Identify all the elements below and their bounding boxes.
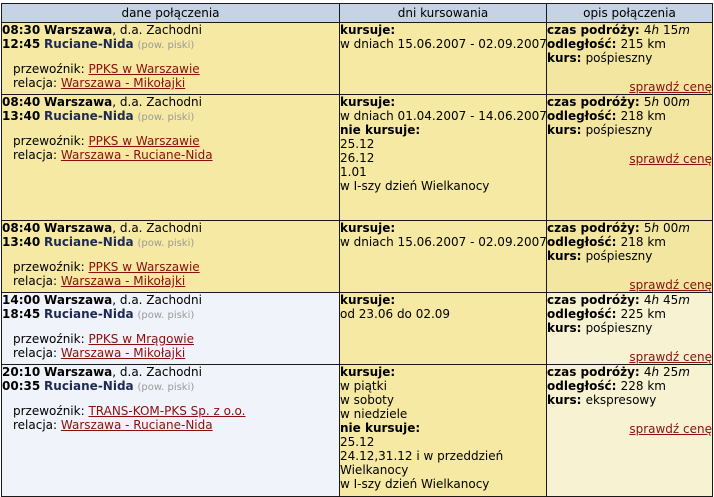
course-line — [547, 393, 712, 407]
connection-description-cell — [547, 365, 713, 497]
price-line — [547, 278, 712, 292]
connection-data-cell — [2, 221, 340, 293]
runs-entry: od 23.06 do 02.09 — [340, 307, 451, 321]
price-line — [547, 422, 712, 436]
route-label: relacja: — [13, 76, 61, 90]
route-line — [2, 274, 339, 288]
departure-line — [2, 221, 339, 235]
departure-time: 08:40 — [2, 221, 41, 235]
departure-city: Warszawa — [44, 365, 113, 379]
distance-value: 225 km — [620, 307, 666, 321]
travel-time-label: czas podróży: — [547, 221, 644, 235]
departure-stop: , d.a. Zachodni — [112, 221, 202, 235]
connection-description-cell — [547, 221, 713, 293]
carrier-label: przewoźnik: — [13, 404, 89, 418]
course-label: kurs: — [547, 321, 586, 335]
arrival-city: Ruciane-Nida — [44, 307, 134, 321]
travel-minutes: 15 — [662, 23, 679, 37]
runs-entry: w dniach 15.06.2007 - 02.09.2007 — [340, 37, 547, 51]
route-label: relacja: — [13, 274, 61, 288]
travel-hours: 4 — [643, 293, 652, 307]
connection-data-cell — [2, 365, 340, 497]
county-note: (pow. piski) — [137, 112, 195, 123]
departure-time: 08:40 — [2, 95, 41, 109]
carrier-link[interactable]: PPKS w Warszawie — [88, 62, 200, 76]
connection-description-cell — [547, 23, 713, 95]
course-label: kurs: — [547, 123, 586, 137]
travel-time-label: czas podróży: — [547, 23, 644, 37]
course-label: kurs: — [547, 249, 586, 263]
carrier-line — [2, 260, 339, 274]
route-line — [2, 418, 339, 432]
connection-description-cell — [547, 293, 713, 365]
route-line — [2, 148, 339, 162]
arrival-city: Ruciane-Nida — [44, 379, 134, 393]
runs-label: kursuje: — [340, 293, 396, 307]
runs-label: kursuje: — [340, 95, 396, 109]
arrival-time: 13:40 — [2, 109, 41, 123]
arrival-line — [2, 379, 339, 395]
departure-line — [2, 293, 339, 307]
not-runs-label: nie kursuje: — [340, 421, 421, 435]
not-runs-entry: 25.12 — [340, 137, 375, 151]
distance-line — [547, 235, 712, 249]
arrival-time: 13:40 — [2, 235, 41, 249]
header-running-days: dni kursowania — [340, 4, 547, 23]
arrival-line — [2, 235, 339, 251]
distance-value: 228 km — [620, 379, 666, 393]
course-value: pośpieszny — [585, 321, 653, 335]
connection-description-cell — [547, 95, 713, 221]
header-connection-description: opis połączenia — [547, 4, 713, 23]
departure-stop: , d.a. Zachodni — [112, 293, 202, 307]
travel-hours: 5 — [643, 221, 652, 235]
table-row — [2, 23, 713, 95]
distance-line — [547, 109, 712, 123]
runs-entry: w piątki — [340, 379, 387, 393]
route-link[interactable]: Warszawa - Ruciane-Nida — [60, 418, 213, 432]
runs-entry: w soboty — [340, 393, 394, 407]
arrival-city: Ruciane-Nida — [44, 37, 134, 51]
not-runs-entry: w I-szy dzień Wielkanocy — [340, 477, 490, 491]
distance-label: odległość: — [547, 379, 621, 393]
arrival-line — [2, 37, 339, 53]
running-days-cell — [340, 23, 547, 95]
county-note: (pow. piski) — [137, 238, 195, 249]
route-link[interactable]: Warszawa - Mikołajki — [60, 346, 186, 360]
course-value: ekspresowy — [585, 393, 657, 407]
route-link[interactable]: Warszawa - Mikołajki — [60, 76, 186, 90]
check-price-link[interactable]: sprawdź cenę — [629, 278, 712, 292]
not-runs-entry: 26.12 — [340, 151, 375, 165]
county-note: (pow. piski) — [137, 382, 195, 393]
distance-value: 218 km — [620, 109, 666, 123]
route-label: relacja: — [13, 346, 61, 360]
course-value: pośpieszny — [585, 249, 653, 263]
departure-stop: , d.a. Zachodni — [112, 95, 202, 109]
course-value: pośpieszny — [585, 51, 653, 65]
arrival-city: Ruciane-Nida — [44, 109, 134, 123]
runs-entry: w dniach 01.04.2007 - 14.06.2007 — [340, 109, 547, 123]
runs-label: kursuje: — [340, 365, 396, 379]
runs-entry: w dniach 15.06.2007 - 02.09.2007 — [340, 235, 547, 249]
arrival-time: 18:45 — [2, 307, 41, 321]
running-days-cell — [340, 293, 547, 365]
course-label: kurs: — [547, 51, 586, 65]
travel-time-line: czas podróży: 4h 15m — [547, 23, 690, 37]
departure-line — [2, 95, 339, 109]
carrier-label: przewoźnik: — [13, 62, 89, 76]
departure-stop: , d.a. Zachodni — [112, 23, 202, 37]
distance-label: odległość: — [547, 37, 621, 51]
county-note: (pow. piski) — [137, 40, 195, 51]
course-line — [547, 249, 712, 263]
travel-hours: 4 — [643, 23, 652, 37]
check-price-link[interactable]: sprawdź cenę — [629, 80, 712, 94]
carrier-label: przewoźnik: — [13, 260, 89, 274]
connections-table — [1, 3, 713, 497]
arrival-city: Ruciane-Nida — [44, 235, 134, 249]
arrival-time: 00:35 — [2, 379, 41, 393]
route-line — [2, 76, 339, 90]
travel-minutes: 25 — [662, 365, 679, 379]
runs-label: kursuje: — [340, 23, 396, 37]
carrier-line — [2, 134, 339, 148]
price-line — [547, 80, 712, 94]
distance-label: odległość: — [547, 109, 621, 123]
price-line — [547, 152, 712, 166]
check-price-link[interactable]: sprawdź cenę — [629, 350, 712, 364]
carrier-link[interactable]: PPKS w Warszawie — [88, 260, 200, 274]
carrier-line — [2, 332, 339, 346]
departure-line — [2, 23, 339, 37]
table-row — [2, 221, 713, 293]
table-row — [2, 365, 713, 497]
not-runs-entry: 24.12,31.12 i w przeddzień Wielkanocy — [340, 449, 504, 477]
carrier-line — [2, 62, 339, 76]
connection-data-cell — [2, 95, 340, 221]
distance-value: 215 km — [620, 37, 666, 51]
travel-minutes: 00 — [662, 95, 679, 109]
travel-time-line: czas podróży: 4h 25m — [547, 365, 690, 379]
carrier-label: przewoźnik: — [13, 332, 89, 346]
running-days-cell — [340, 95, 547, 221]
arrival-line — [2, 307, 339, 323]
route-link[interactable]: Warszawa - Mikołajki — [60, 274, 186, 288]
distance-line — [547, 379, 712, 393]
running-days-cell — [340, 365, 547, 497]
course-line — [547, 321, 712, 335]
not-runs-label: nie kursuje: — [340, 123, 421, 137]
departure-city: Warszawa — [44, 23, 113, 37]
departure-stop: , d.a. Zachodni — [112, 365, 202, 379]
departure-city: Warszawa — [44, 293, 113, 307]
arrival-line — [2, 109, 339, 125]
route-line — [2, 346, 339, 360]
departure-city: Warszawa — [44, 95, 113, 109]
carrier-link[interactable]: PPKS w Warszawie — [88, 134, 200, 148]
arrival-time: 12:45 — [2, 37, 41, 51]
travel-time-line: czas podróży: 5h 00m — [547, 221, 690, 235]
travel-time-label: czas podróży: — [547, 95, 644, 109]
running-days-cell — [340, 221, 547, 293]
distance-line — [547, 37, 712, 51]
distance-line — [547, 307, 712, 321]
check-price-link[interactable]: sprawdź cenę — [629, 152, 712, 166]
price-line — [547, 350, 712, 364]
travel-hours: 5 — [643, 95, 652, 109]
carrier-link[interactable]: PPKS w Mrągowie — [88, 332, 194, 346]
runs-label: kursuje: — [340, 221, 396, 235]
check-price-link[interactable]: sprawdź cenę — [629, 422, 712, 436]
course-line — [547, 51, 712, 65]
departure-time: 20:10 — [2, 365, 41, 379]
connection-data-cell — [2, 23, 340, 95]
travel-time-line: czas podróży: 5h 00m — [547, 95, 690, 109]
departure-line — [2, 365, 339, 379]
distance-value: 218 km — [620, 235, 666, 249]
distance-label: odległość: — [547, 235, 621, 249]
departure-time: 14:00 — [2, 293, 41, 307]
travel-time-line: czas podróży: 4h 45m — [547, 293, 690, 307]
carrier-label: przewoźnik: — [13, 134, 89, 148]
header-connection-data: dane połączenia — [2, 4, 340, 23]
departure-time: 08:30 — [2, 23, 41, 37]
carrier-line — [2, 404, 339, 418]
not-runs-entry: 25.12 — [340, 435, 375, 449]
travel-time-label: czas podróży: — [547, 293, 644, 307]
route-label: relacja: — [13, 148, 61, 162]
not-runs-entry: 1.01 — [340, 165, 367, 179]
table-row — [2, 293, 713, 365]
travel-hours: 4 — [643, 365, 652, 379]
table-row — [2, 95, 713, 221]
distance-label: odległość: — [547, 307, 621, 321]
course-value: pośpieszny — [585, 123, 653, 137]
travel-minutes: 45 — [662, 293, 679, 307]
route-label: relacja: — [13, 418, 61, 432]
connection-data-cell — [2, 293, 340, 365]
not-runs-entry: w I-szy dzień Wielkanocy — [340, 179, 490, 193]
carrier-link[interactable]: TRANS-KOM-PKS Sp. z o.o. — [88, 404, 246, 418]
route-link[interactable]: Warszawa - Ruciane-Nida — [60, 148, 213, 162]
county-note: (pow. piski) — [137, 310, 195, 321]
departure-city: Warszawa — [44, 221, 113, 235]
course-line — [547, 123, 712, 137]
travel-minutes: 00 — [662, 221, 679, 235]
table-header-row — [2, 4, 713, 23]
travel-time-label: czas podróży: — [547, 365, 644, 379]
runs-entry: w niedziele — [340, 407, 408, 421]
course-label: kurs: — [547, 393, 586, 407]
